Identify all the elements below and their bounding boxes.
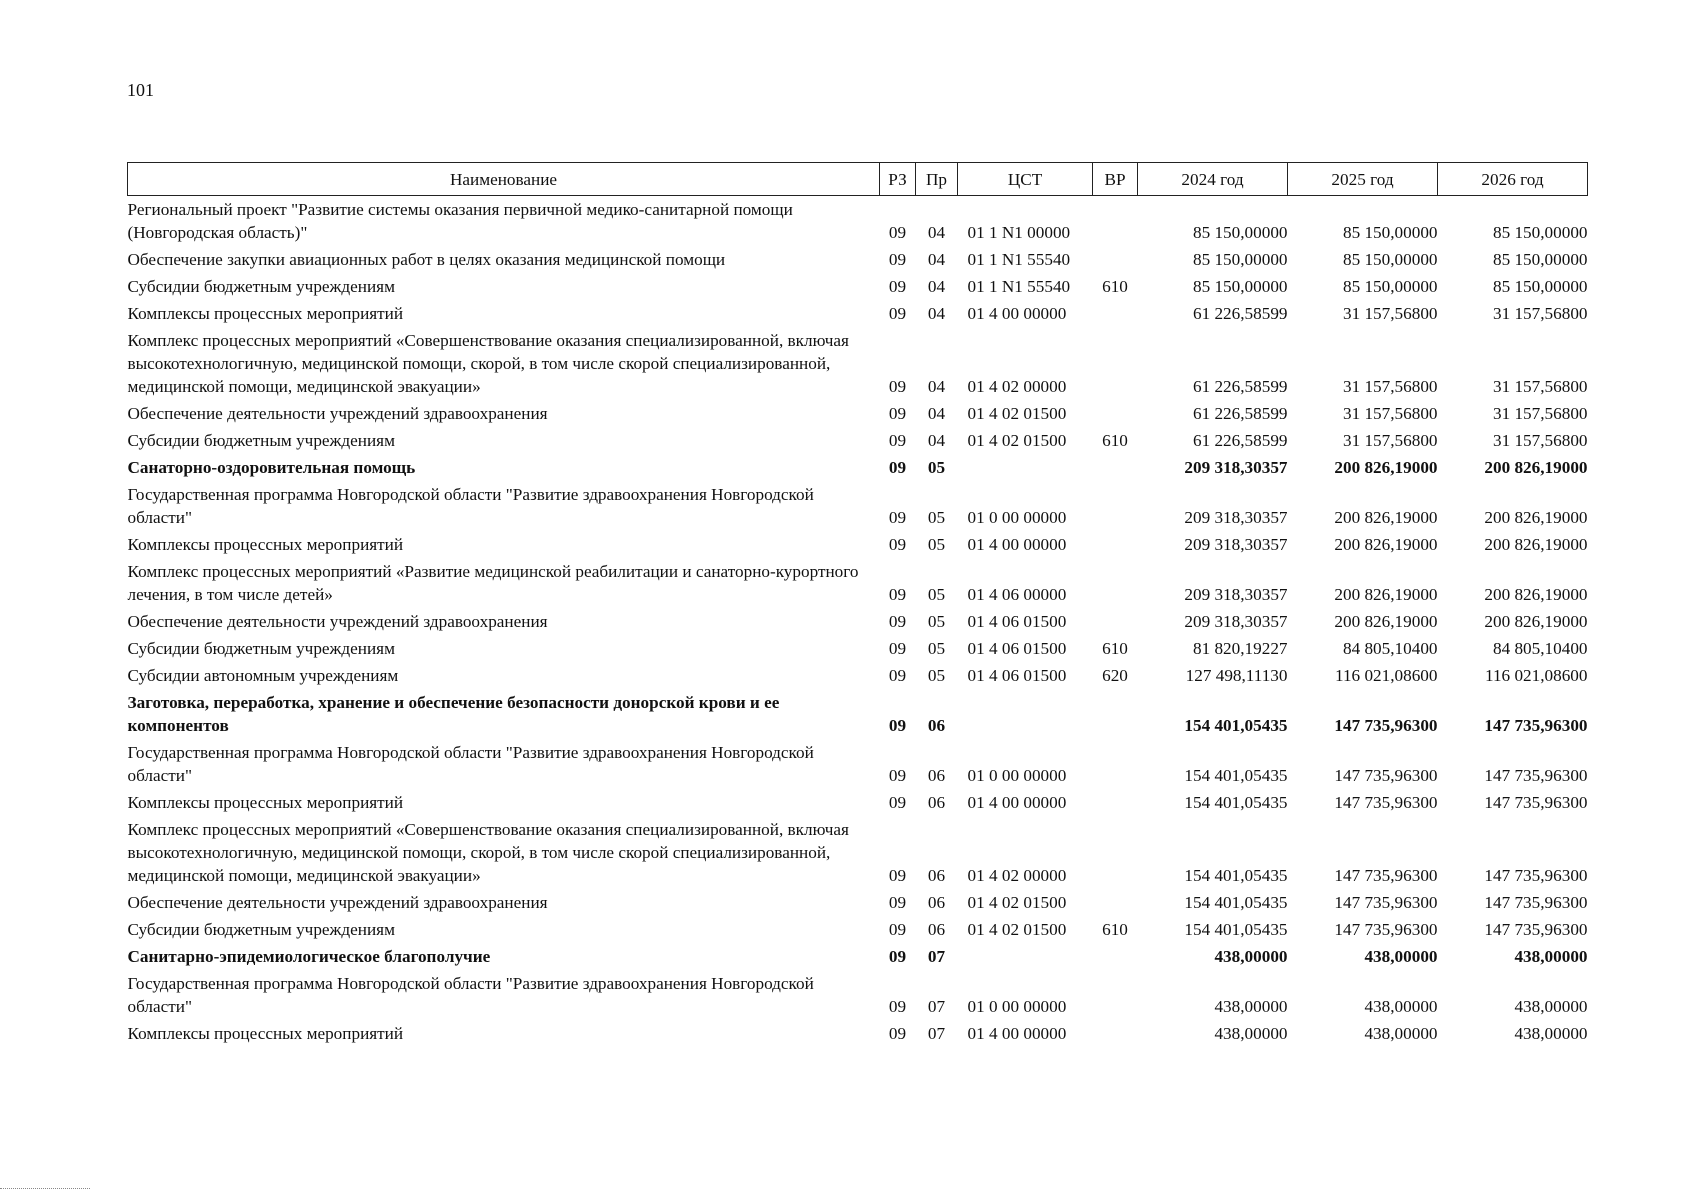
cell-cst: 01 4 06 01500 xyxy=(967,612,1067,631)
table-row xyxy=(128,300,1588,327)
cell-2026: 31 157,56800 xyxy=(1492,404,1588,423)
cell-2024: 61 226,58599 xyxy=(1192,431,1288,450)
cell-name: Комплекс процессных мероприятий «Совершенствование оказания специализированной, включая высокотехнологичную, медицинской помощи, скорой, в том числе скорой специализированной, медицинской помощи, медицинской эвакуации» xyxy=(127,331,849,396)
cell-rz: 09 xyxy=(888,250,907,269)
cell-2026: 116 021,08600 xyxy=(1485,666,1588,685)
cell-name: Обеспечение закупки авиационных работ в целях оказания медицинской помощи xyxy=(127,250,726,269)
cell-2025: 31 157,56800 xyxy=(1342,431,1438,450)
scan-margin-mark xyxy=(0,1188,90,1189)
table-row xyxy=(128,400,1588,427)
cell-2026: 31 157,56800 xyxy=(1492,377,1588,396)
header-name: Наименование xyxy=(128,163,880,196)
cell-vr xyxy=(1093,689,1138,739)
cell-vr xyxy=(1093,196,1138,247)
table-row xyxy=(128,635,1588,662)
cell-2025: 200 826,19000 xyxy=(1334,585,1438,604)
table-row xyxy=(128,427,1588,454)
cell-rz: 09 xyxy=(888,585,907,604)
cell-2025: 438,00000 xyxy=(1364,1024,1438,1043)
cell-2026: 200 826,19000 xyxy=(1484,535,1588,554)
cell-rz: 09 xyxy=(888,666,907,685)
cell-2024: 438,00000 xyxy=(1214,947,1288,966)
cell-vr xyxy=(1093,327,1138,400)
cell-cst: 01 0 00 00000 xyxy=(967,508,1067,527)
cell-pr: 05 xyxy=(927,612,946,631)
cell-pr: 07 xyxy=(927,997,946,1016)
cell-cst: 01 4 06 00000 xyxy=(967,585,1067,604)
table-row xyxy=(128,916,1588,943)
cell-cst: 01 1 N1 55540 xyxy=(967,277,1071,296)
cell-2024: 154 401,05435 xyxy=(1184,893,1288,912)
cell-cst: 01 4 00 00000 xyxy=(967,535,1067,554)
cell-vr xyxy=(1093,970,1138,1020)
cell-vr xyxy=(1093,739,1138,789)
cell-name: Санаторно-оздоровительная помощь xyxy=(127,458,416,477)
cell-rz: 09 xyxy=(888,458,907,477)
cell-rz: 09 xyxy=(888,920,907,939)
cell-pr: 05 xyxy=(927,639,946,658)
cell-2025: 85 150,00000 xyxy=(1342,250,1438,269)
header-pr: Пр xyxy=(916,163,958,196)
cell-pr: 07 xyxy=(927,947,946,966)
cell-2025: 85 150,00000 xyxy=(1342,277,1438,296)
cell-2025: 200 826,19000 xyxy=(1334,508,1438,527)
cell-2025: 200 826,19000 xyxy=(1334,458,1438,477)
table-row xyxy=(128,454,1588,481)
cell-2025: 200 826,19000 xyxy=(1334,612,1438,631)
cell-cst: 01 1 N1 00000 xyxy=(967,223,1071,242)
cell-cst: 01 4 02 00000 xyxy=(967,377,1067,396)
table-row xyxy=(128,943,1588,970)
cell-cst: 01 0 00 00000 xyxy=(967,766,1067,785)
cell-vr: 610 xyxy=(1102,277,1128,296)
table-row xyxy=(128,970,1588,1020)
cell-vr xyxy=(1093,400,1138,427)
cell-vr xyxy=(1093,300,1138,327)
cell-pr: 04 xyxy=(927,304,946,323)
cell-pr: 04 xyxy=(927,404,946,423)
cell-2026: 147 735,96300 xyxy=(1484,866,1588,885)
cell-2024: 209 318,30357 xyxy=(1184,585,1288,604)
cell-2026: 200 826,19000 xyxy=(1484,508,1588,527)
table-row xyxy=(128,273,1588,300)
cell-vr xyxy=(1093,481,1138,531)
cell-2024: 209 318,30357 xyxy=(1184,508,1288,527)
cell-rz: 09 xyxy=(888,277,907,296)
cell-2025: 31 157,56800 xyxy=(1342,377,1438,396)
cell-2026: 31 157,56800 xyxy=(1492,304,1588,323)
cell-vr xyxy=(1093,789,1138,816)
cell-2024: 61 226,58599 xyxy=(1192,377,1288,396)
cell-pr: 05 xyxy=(927,585,946,604)
header-cst: ЦСТ xyxy=(958,163,1093,196)
table-row xyxy=(128,662,1588,689)
cell-2025: 84 805,10400 xyxy=(1342,639,1438,658)
cell-2024: 85 150,00000 xyxy=(1192,223,1288,242)
cell-vr: 610 xyxy=(1102,920,1128,939)
cell-rz: 09 xyxy=(888,716,907,735)
cell-cst xyxy=(958,454,1093,481)
cell-2025: 438,00000 xyxy=(1364,997,1438,1016)
cell-pr: 05 xyxy=(927,666,946,685)
cell-2024: 81 820,19227 xyxy=(1192,639,1288,658)
table-row xyxy=(128,889,1588,916)
cell-2026: 85 150,00000 xyxy=(1492,223,1588,242)
table-row xyxy=(128,327,1588,400)
header-vr: ВР xyxy=(1093,163,1138,196)
page-number: 101 xyxy=(127,80,154,100)
table-row xyxy=(128,608,1588,635)
cell-name: Субсидии бюджетным учреждениям xyxy=(127,431,395,450)
cell-pr: 05 xyxy=(927,508,946,527)
table-row xyxy=(128,789,1588,816)
cell-vr xyxy=(1093,889,1138,916)
cell-2024: 438,00000 xyxy=(1214,1024,1288,1043)
cell-2025: 147 735,96300 xyxy=(1334,920,1438,939)
cell-pr: 05 xyxy=(927,458,946,477)
cell-2026: 200 826,19000 xyxy=(1484,585,1588,604)
cell-2025: 147 735,96300 xyxy=(1334,766,1438,785)
cell-vr: 620 xyxy=(1102,666,1128,685)
cell-vr: 610 xyxy=(1102,639,1128,658)
cell-rz: 09 xyxy=(888,304,907,323)
cell-2025: 147 735,96300 xyxy=(1334,793,1438,812)
cell-rz: 09 xyxy=(888,377,907,396)
cell-pr: 06 xyxy=(927,766,946,785)
cell-pr: 04 xyxy=(927,277,946,296)
cell-rz: 09 xyxy=(888,508,907,527)
cell-vr xyxy=(1093,454,1138,481)
cell-2025: 147 735,96300 xyxy=(1334,893,1438,912)
cell-rz: 09 xyxy=(888,639,907,658)
cell-vr xyxy=(1093,608,1138,635)
cell-cst: 01 4 02 00000 xyxy=(967,866,1067,885)
cell-vr: 610 xyxy=(1102,431,1128,450)
cell-pr: 06 xyxy=(927,920,946,939)
table-row xyxy=(128,558,1588,608)
cell-cst: 01 4 00 00000 xyxy=(967,1024,1067,1043)
cell-cst: 01 4 02 01500 xyxy=(967,404,1067,423)
cell-name: Региональный проект "Развитие системы оказания первичной медико-санитарной помощи (Новгородская область)" xyxy=(127,200,793,242)
cell-2026: 85 150,00000 xyxy=(1492,250,1588,269)
cell-rz: 09 xyxy=(888,793,907,812)
table-row xyxy=(128,481,1588,531)
cell-pr: 07 xyxy=(927,1024,946,1043)
cell-2024: 154 401,05435 xyxy=(1184,766,1288,785)
cell-2024: 209 318,30357 xyxy=(1184,612,1288,631)
cell-2024: 438,00000 xyxy=(1214,997,1288,1016)
cell-2026: 85 150,00000 xyxy=(1492,277,1588,296)
cell-rz: 09 xyxy=(888,766,907,785)
cell-vr xyxy=(1093,246,1138,273)
header-2025: 2025 год xyxy=(1288,163,1438,196)
cell-rz: 09 xyxy=(888,404,907,423)
cell-2026: 31 157,56800 xyxy=(1492,431,1588,450)
cell-name: Обеспечение деятельности учреждений здравоохранения xyxy=(127,893,548,912)
header-2024: 2024 год xyxy=(1138,163,1288,196)
cell-pr: 06 xyxy=(927,716,946,735)
cell-name: Комплексы процессных мероприятий xyxy=(127,535,404,554)
cell-2026: 147 735,96300 xyxy=(1484,793,1588,812)
cell-2024: 61 226,58599 xyxy=(1192,404,1288,423)
cell-2026: 200 826,19000 xyxy=(1484,612,1588,631)
cell-name: Комплексы процессных мероприятий xyxy=(127,1024,404,1043)
cell-name: Заготовка, переработка, хранение и обеспечение безопасности донорской крови и ее компонентов xyxy=(127,693,780,735)
cell-name: Комплексы процессных мероприятий xyxy=(127,793,404,812)
cell-cst: 01 4 02 01500 xyxy=(967,893,1067,912)
cell-cst: 01 4 02 01500 xyxy=(967,431,1067,450)
cell-cst: 01 4 06 01500 xyxy=(967,666,1067,685)
cell-vr xyxy=(1093,816,1138,889)
cell-2026: 147 735,96300 xyxy=(1484,893,1588,912)
cell-vr xyxy=(1093,531,1138,558)
cell-2024: 154 401,05435 xyxy=(1184,716,1288,735)
cell-name: Государственная программа Новгородской области "Развитие здравоохранения Новгородской области" xyxy=(127,974,814,1016)
cell-rz: 09 xyxy=(888,612,907,631)
cell-name: Государственная программа Новгородской области "Развитие здравоохранения Новгородской области" xyxy=(127,485,814,527)
cell-2025: 116 021,08600 xyxy=(1335,666,1438,685)
cell-pr: 06 xyxy=(927,793,946,812)
cell-2026: 438,00000 xyxy=(1514,947,1588,966)
cell-pr: 06 xyxy=(927,866,946,885)
cell-rz: 09 xyxy=(888,223,907,242)
cell-2024: 85 150,00000 xyxy=(1192,277,1288,296)
cell-rz: 09 xyxy=(888,535,907,554)
cell-2025: 200 826,19000 xyxy=(1334,535,1438,554)
table-row xyxy=(128,246,1588,273)
cell-2025: 147 735,96300 xyxy=(1334,866,1438,885)
cell-2025: 85 150,00000 xyxy=(1342,223,1438,242)
cell-2024: 154 401,05435 xyxy=(1184,866,1288,885)
cell-2025: 438,00000 xyxy=(1364,947,1438,966)
header-rz: РЗ xyxy=(880,163,916,196)
cell-name: Субсидии бюджетным учреждениям xyxy=(127,639,395,658)
cell-vr xyxy=(1093,558,1138,608)
table-header-row xyxy=(128,163,1588,196)
table-row xyxy=(128,816,1588,889)
table-row xyxy=(128,196,1588,247)
cell-name: Комплекс процессных мероприятий «Развитие медицинской реабилитации и санаторно-курортного лечения, в том числе детей» xyxy=(127,562,859,604)
cell-2024: 154 401,05435 xyxy=(1184,793,1288,812)
cell-2024: 154 401,05435 xyxy=(1184,920,1288,939)
cell-name: Субсидии автономным учреждениям xyxy=(127,666,399,685)
cell-2025: 31 157,56800 xyxy=(1342,404,1438,423)
cell-2026: 84 805,10400 xyxy=(1492,639,1588,658)
cell-cst: 01 1 N1 55540 xyxy=(967,250,1071,269)
cell-pr: 04 xyxy=(927,377,946,396)
cell-vr xyxy=(1093,1020,1138,1047)
cell-pr: 04 xyxy=(927,250,946,269)
cell-name: Государственная программа Новгородской области "Развитие здравоохранения Новгородской области" xyxy=(127,743,814,785)
budget-table xyxy=(127,162,1588,1047)
cell-rz: 09 xyxy=(888,866,907,885)
header-2026: 2026 год xyxy=(1438,163,1588,196)
cell-name: Субсидии бюджетным учреждениям xyxy=(127,920,395,939)
cell-2026: 438,00000 xyxy=(1514,1024,1588,1043)
table-body xyxy=(128,196,1588,1048)
cell-2025: 147 735,96300 xyxy=(1334,716,1438,735)
cell-pr: 05 xyxy=(927,535,946,554)
cell-2024: 209 318,30357 xyxy=(1184,535,1288,554)
table-row xyxy=(128,1020,1588,1047)
cell-rz: 09 xyxy=(888,893,907,912)
cell-cst: 01 4 00 00000 xyxy=(967,793,1067,812)
cell-vr xyxy=(1093,943,1138,970)
cell-name: Санитарно-эпидемиологическое благополучие xyxy=(127,947,491,966)
cell-cst: 01 4 06 01500 xyxy=(967,639,1067,658)
cell-2024: 127 498,11130 xyxy=(1185,666,1288,685)
cell-2025: 31 157,56800 xyxy=(1342,304,1438,323)
cell-2024: 85 150,00000 xyxy=(1192,250,1288,269)
cell-2026: 200 826,19000 xyxy=(1484,458,1588,477)
cell-name: Комплексы процессных мероприятий xyxy=(127,304,404,323)
table-row xyxy=(128,689,1588,739)
cell-2026: 147 735,96300 xyxy=(1484,920,1588,939)
cell-2024: 61 226,58599 xyxy=(1192,304,1288,323)
cell-rz: 09 xyxy=(888,997,907,1016)
cell-name: Комплекс процессных мероприятий «Совершенствование оказания специализированной, включая высокотехнологичную, медицинской помощи, скорой, в том числе скорой специализированной, медицинской помощи, медицинской эвакуации» xyxy=(127,820,849,885)
table-row xyxy=(128,531,1588,558)
cell-name: Субсидии бюджетным учреждениям xyxy=(127,277,395,296)
cell-pr: 04 xyxy=(927,223,946,242)
cell-2026: 147 735,96300 xyxy=(1484,716,1588,735)
cell-cst xyxy=(958,943,1093,970)
cell-2026: 147 735,96300 xyxy=(1484,766,1588,785)
cell-cst: 01 0 00 00000 xyxy=(967,997,1067,1016)
cell-cst: 01 4 02 01500 xyxy=(967,920,1067,939)
cell-2024: 209 318,30357 xyxy=(1184,458,1288,477)
cell-rz: 09 xyxy=(888,947,907,966)
cell-2026: 438,00000 xyxy=(1514,997,1588,1016)
cell-pr: 06 xyxy=(927,893,946,912)
cell-cst xyxy=(958,689,1093,739)
table-row xyxy=(128,739,1588,789)
cell-cst: 01 4 00 00000 xyxy=(967,304,1067,323)
cell-pr: 04 xyxy=(927,431,946,450)
cell-name: Обеспечение деятельности учреждений здравоохранения xyxy=(127,612,548,631)
cell-rz: 09 xyxy=(888,1024,907,1043)
cell-rz: 09 xyxy=(888,431,907,450)
cell-name: Обеспечение деятельности учреждений здравоохранения xyxy=(127,404,548,423)
